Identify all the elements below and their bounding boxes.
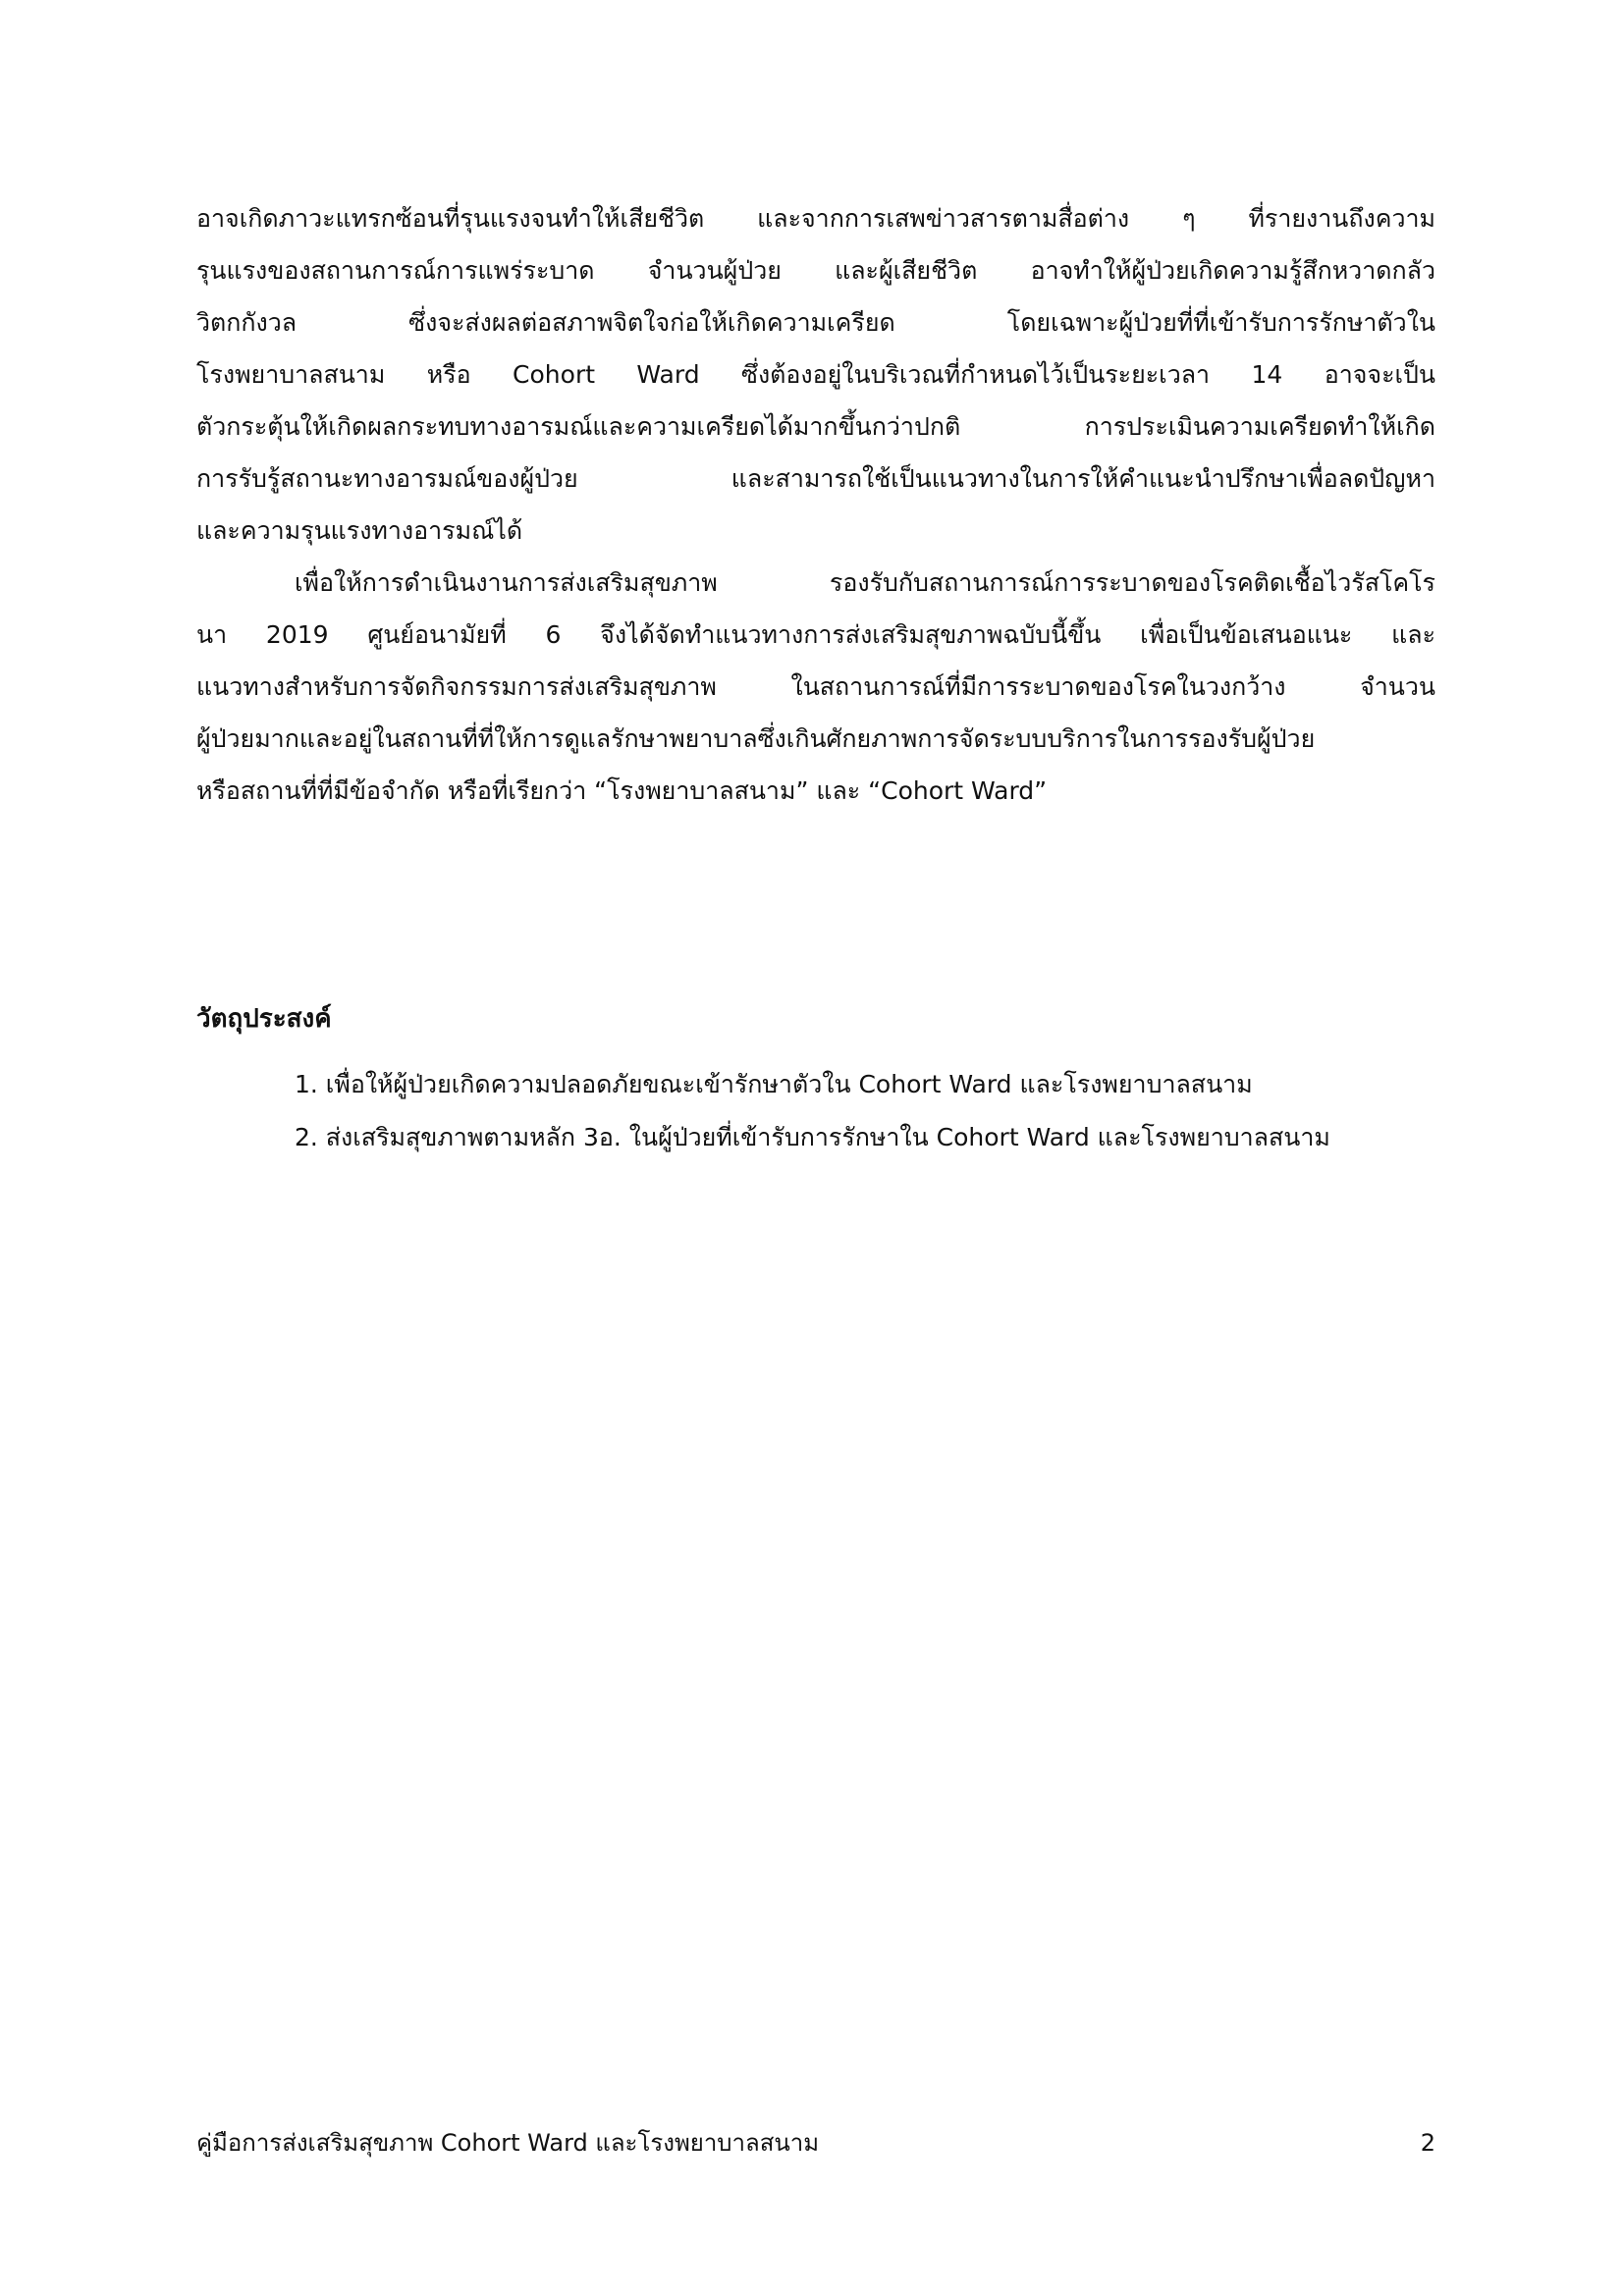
paragraph1-line: อาจเกิดภาวะแทรกซ้อนที่รุนแรงจนทำให้เสียชีวิต และจากการเสพข่าวสารตามสื่อต่าง ๆ ที่รายงานถึงความ	[196, 204, 1435, 233]
objective-item: 1. เพื่อให้ผู้ป่วยเกิดความปลอดภัยขณะเข้ารักษาตัวใน Cohort Ward และโรงพยาบาลสนาม	[295, 1070, 1253, 1098]
paragraph1-line: วิตกกังวล ซึ่งจะส่งผลต่อสภาพจิตใจก่อให้เกิดความเครียด โดยเฉพาะผู้ป่วยที่ที่เข้ารับการรักษาตัวใน	[196, 308, 1435, 337]
paragraph1-line: รุนแรงของสถานการณ์การแพร่ระบาด จำนวนผู้ป่วย และผู้เสียชีวิต อาจทำให้ผู้ป่วยเกิดความรู้สึกหวาดกลัว	[196, 256, 1435, 285]
objectives-heading: วัตถุประสงค์	[196, 1004, 332, 1034]
paragraph2-line: นา 2019 ศูนย์อนามัยที่ 6 จึงได้จัดทำแนวทางการส่งเสริมสุขภาพฉบับนี้ขึ้น เพื่อเป็นข้อเสนอแนะ และ	[196, 620, 1435, 649]
paragraph1-line: ตัวกระตุ้นให้เกิดผลกระทบทางอารมณ์และความเครียดได้มากขึ้นกว่าปกติ การประเมินความเครียดทำให้เกิด	[196, 412, 1435, 441]
paragraph2-line: เพื่อให้การดำเนินงานการส่งเสริมสุขภาพ รองรับกับสถานการณ์การระบาดของโรคติดเชื้อไวรัสโคโร	[295, 568, 1435, 597]
paragraph2-line: ผู้ป่วยมากและอยู่ในสถานที่ที่ให้การดูแลรักษาพยาบาลซึ่งเกินศักยภาพการจัดระบบบริการในการรองรับผู้ป่วย	[196, 724, 1316, 753]
paragraph1-line: การรับรู้สถานะทางอารมณ์ของผู้ป่วย และสามารถใช้เป็นแนวทางในการให้คำแนะนำปรึกษาเพื่อลดปัญหา	[196, 464, 1435, 493]
footer-title: คู่มือการส่งเสริมสุขภาพ Cohort Ward และโรงพยาบาลสนาม	[196, 2129, 820, 2157]
page-number: 2	[1420, 2129, 1435, 2157]
paragraph1-line: โรงพยาบาลสนาม หรือ Cohort Ward ซึ่งต้องอยู่ในบริเวณที่กำหนดไว้เป็นระยะเวลา 14 อาจจะเป็น	[196, 360, 1435, 389]
paragraph2-line: หรือสถานที่ที่มีข้อจำกัด หรือที่เรียกว่า “โรงพยาบาลสนาม” และ “Cohort Ward”	[196, 776, 1048, 805]
objective-item: 2. ส่งเสริมสุขภาพตามหลัก 3อ. ในผู้ป่วยที่เข้ารับการรักษาใน Cohort Ward และโรงพยาบาลสนาม	[295, 1123, 1330, 1151]
objectives-list	[295, 1058, 1435, 1164]
paragraph2-line: แนวทางสำหรับการจัดกิจกรรมการส่งเสริมสุขภาพ ในสถานการณ์ที่มีการระบาดของโรคในวงกว้าง จำนวน	[196, 672, 1435, 701]
body-text	[196, 192, 1435, 817]
paragraph1-line: และความรุนแรงทางอารมณ์ได้	[196, 516, 523, 545]
